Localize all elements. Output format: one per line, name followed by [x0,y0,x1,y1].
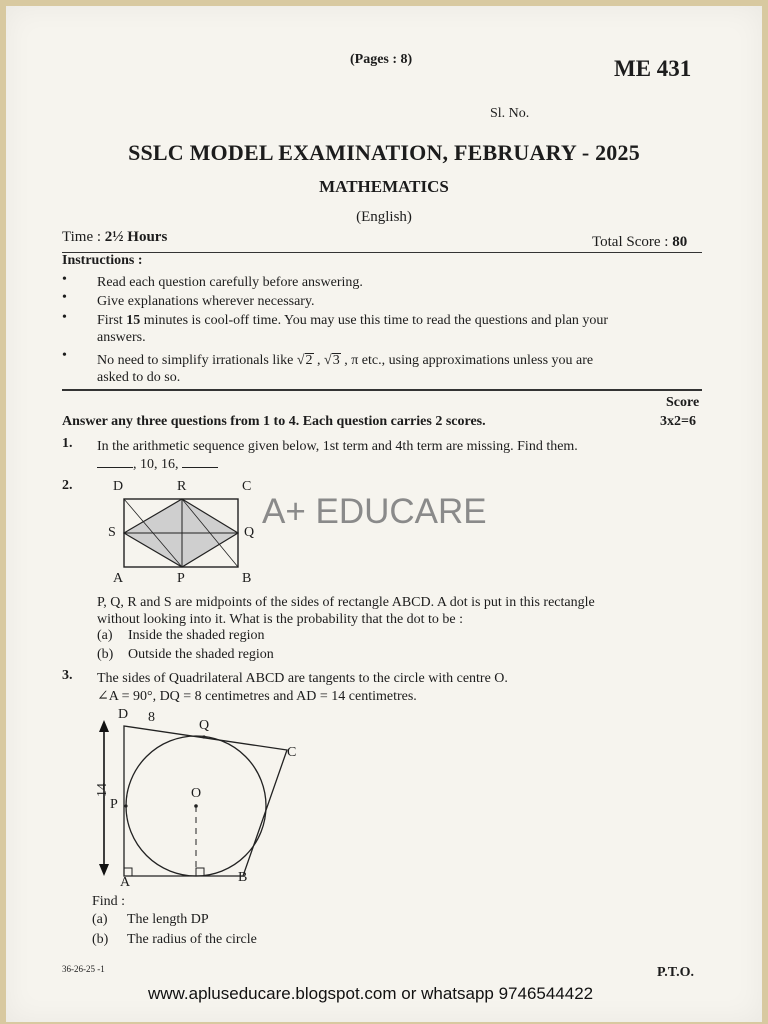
blank-fourth-term [182,456,218,468]
tangent-point-q [202,735,205,738]
section-score: 3x2=6 [660,414,696,429]
label-R: R [177,479,187,494]
label-Q: Q [244,525,255,540]
option-a-label: (a) [97,628,113,643]
question-3-number: 3. [62,668,73,683]
centre-point [194,804,198,808]
arrow-up-icon [99,720,109,732]
label-3-Q: Q [199,718,210,733]
label-3-C: C [287,745,297,760]
total-score-label: Total Score : [592,234,673,250]
option-a-text: Inside the shaded region [128,628,265,643]
question-1-number: 1. [62,436,73,451]
option-b-label: (b) [97,647,114,662]
bullet-3: • [62,310,67,325]
sqrt-3-icon: √ [324,353,332,368]
label-B: B [242,571,252,586]
label-C: C [242,479,252,494]
tangent-point-p [124,804,127,807]
question-3-line1: The sides of Quadrilateral ABCD are tangents to the circle with centre O. [97,671,508,686]
quadrilateral-abcd [124,726,287,876]
instruction-4-post: , π etc., using approximations unless you are [340,353,594,368]
exam-title: SSLC MODEL EXAMINATION, FEBRUARY - 2025 [128,140,640,165]
time-allowed [62,229,167,246]
score-column-heading: Score [666,395,700,410]
q3-option-a-label: (a) [92,912,108,927]
website-link[interactable]: www.apluseducare.blogspot.com or whatsapp 9746544422 [148,984,594,1003]
question-2-line1: P, Q, R and S are midpoints of the sides of rectangle ABCD. A dot is put in this rectangle [97,595,595,610]
instruction-3 [97,312,703,329]
question-3-line2: ∠A = 90°, DQ = 8 centimetres and AD = 14 centimetres. [97,689,417,704]
rectangle-figure [120,495,244,573]
time-value: 2½ Hours [104,229,168,245]
instruction-1: Read each question carefully before answering. [97,275,363,290]
instruction-4-sep1: , [313,353,325,368]
instruction-4 [97,352,703,369]
instruction-3-cont: answers. [97,330,146,345]
sqrt-2-icon: √ [296,353,305,368]
question-2-option-a [97,628,265,644]
instructions-heading: Instructions : [62,253,143,268]
label-3-P: P [110,797,118,812]
arrow-down-icon [99,864,109,876]
label-3-D: D [118,707,129,722]
label-D: D [113,479,124,494]
question-2-number: 2. [62,478,73,493]
subject-title: MATHEMATICS [319,177,449,196]
label-3-O: O [191,786,202,801]
question-3-option-b [92,932,257,948]
section-heading: Answer any three questions from 1 to 4. Each question carries 2 scores. [62,414,486,429]
option-b-text: Outside the shaded region [128,647,274,662]
header-divider [62,252,702,253]
question-2-line2: without looking into it. What is the probability that the dot to be : [97,612,464,627]
find-label: Find : [92,894,126,909]
question-1-text: In the arithmetic sequence given below, 1st term and 4th term are missing. Find them. [97,439,578,454]
instruction-2: Give explanations wherever necessary. [97,294,315,309]
label-3-B: B [238,870,248,885]
sqrt-2-radicand: 2 [305,353,313,368]
please-turn-over: P.T.O. [657,965,694,980]
q3-option-b-text: The radius of the circle [127,932,257,947]
bullet-4: • [62,348,67,363]
label-3-eight: 8 [148,710,155,725]
q3-option-a-text: The length DP [127,912,209,927]
language-label: (English) [356,209,412,225]
label-A: A [113,571,124,586]
bullet-1: • [62,272,67,287]
question-3-option-a [92,912,209,928]
time-label: Time : [62,229,105,245]
total-score-value: 80 [672,234,688,250]
total-score [592,234,687,251]
label-P: P [177,571,185,586]
question-2-option-b [97,647,274,663]
instruction-3-post: minutes is cool-off time. You may use this time to read the questions and plan your [140,313,609,328]
question-1-sequence [97,456,218,473]
instruction-4-cont: asked to do so. [97,370,181,385]
label-S: S [108,525,116,540]
paper-code: ME 431 [614,56,692,81]
right-angle-foot [196,868,204,876]
q3-option-b-label: (b) [92,932,109,947]
serial-number-label: Sl. No. [490,106,530,121]
sqrt-3-radicand: 3 [332,353,340,368]
instruction-4-pre: No need to simplify irrationals like [97,353,297,368]
bullet-2: • [62,290,67,305]
label-3-fourteen: 14 [95,783,110,797]
instruction-3-minutes: 15 [126,313,141,328]
instruction-3-pre: First [97,313,127,328]
watermark: A+ EDUCARE [262,492,487,531]
footer-code: 36-26-25 -1 [62,964,105,974]
blank-first-term [97,456,133,468]
sequence-values: , 10, 16, [133,457,182,472]
label-3-A: A [120,875,131,890]
instructions-divider [62,389,702,391]
page-count: (Pages : 8) [350,52,413,67]
